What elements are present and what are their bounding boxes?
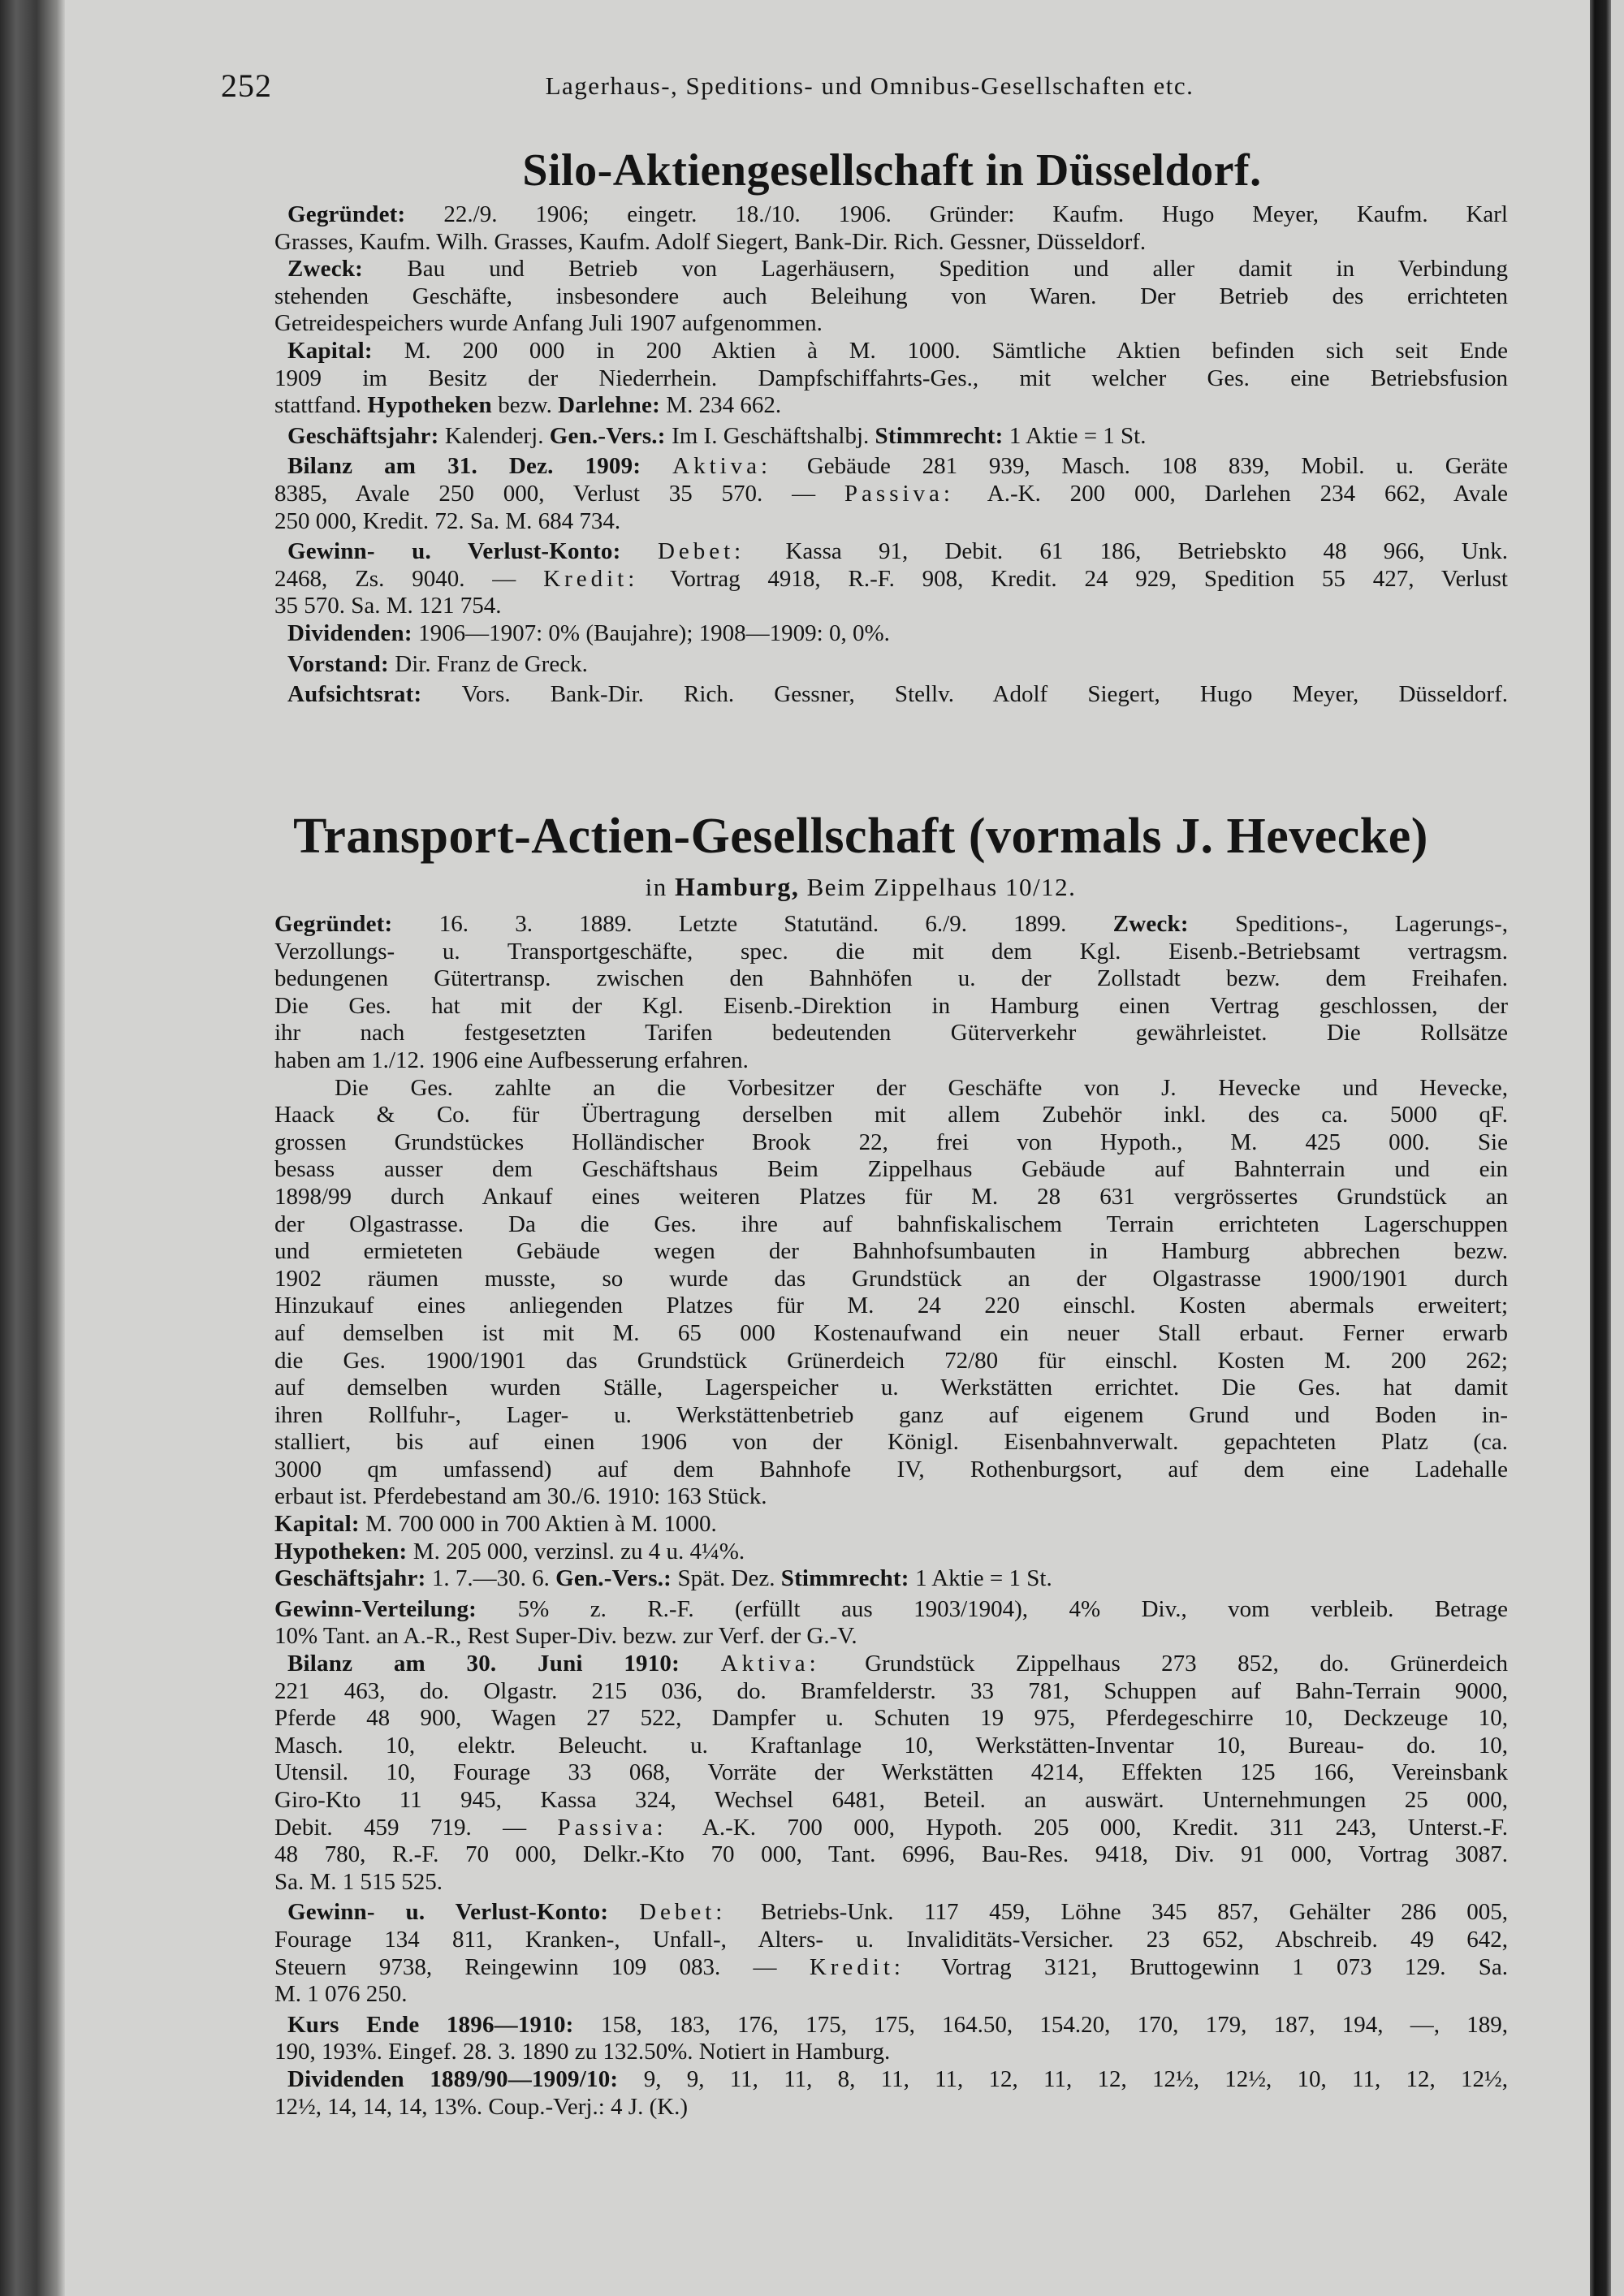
entry-text: 250 000, Kredit. 72. Sa. M. 684 734. [274, 507, 621, 534]
text-line [274, 911, 1508, 939]
entry-label: Geschäftsjahr: [287, 422, 445, 449]
entry-text: Giro-Kto 11 945, Kassa 324, Wechsel 6481, Beteil. an auswärt. Unternehmungen 25 000, [274, 1787, 1508, 1813]
entry-label: Dividenden: [287, 619, 419, 646]
entry-text: Bau und Betrieb von Lagerhäusern, Spedition und aller damit in Verbindung [407, 256, 1508, 283]
entry-text: besass ausser dem Geschäftshaus Beim Zippelhaus Gebäude auf Bahnterrain und ein [274, 1156, 1508, 1183]
entry-text: 1 Aktie = 1 St. [1009, 422, 1147, 449]
spaced-heading: Debet: [657, 538, 786, 565]
entry-text: 1 Aktie = 1 St. [915, 1565, 1052, 1592]
entry-text: M. 200 000 in 200 Aktien à M. 1000. Sämtliche Aktien befinden sich seit Ende [404, 337, 1508, 364]
spaced-heading: Aktiva: [720, 1651, 866, 1677]
spaced-heading: Kredit: [809, 1953, 942, 1980]
entry-text: 190, 193%. Eingef. 28. 3. 1890 zu 132.50%. Notiert in Hamburg. [274, 2039, 891, 2065]
entry-text: A.-K. 700 000, Hypoth. 205 000, Kredit. 311 243, Unterst.-F. [702, 1814, 1509, 1841]
text-line [274, 593, 1508, 620]
company2-title: Transport-Actien-Gesellschaft (vormals J. Hevecke) [293, 809, 1428, 864]
entry-label: Stimmrecht: [875, 422, 1009, 449]
company1-title: Silo-Aktiengesellschaft in Düsseldorf. [522, 145, 1262, 196]
entry-text: Spät. Dez. [677, 1565, 781, 1592]
text-line [274, 1375, 1508, 1402]
entry-text: M. 234 662. [666, 392, 782, 419]
text-line [274, 453, 1508, 481]
text-line [274, 1047, 1508, 1075]
entry-text: haben am 1./12. 1906 eine Aufbesserung erfahren. [274, 1047, 749, 1073]
entry-text: Sa. M. 1 515 525. [274, 1868, 443, 1895]
entry-text: Pferde 48 900, Wagen 27 522, Dampfer u. Schuten 19 975, Pferdegeschirre 10, Deckzeuge 10, [274, 1705, 1508, 1732]
text-line [274, 1238, 1508, 1266]
scan-left-binding-edge [0, 0, 65, 2296]
entry-text: 1906—1907: 0% (Baujahre); 1908—1909: 0, 0%. [418, 619, 890, 646]
spaced-heading: Aktiva: [672, 453, 807, 480]
text-line [274, 1869, 1508, 1897]
entry-label: Hypotheken: [274, 1538, 413, 1564]
entry-text: Die Ges. zahlte an die Vorbesitzer der Geschäfte von J. Hevecke und Hevecke, [335, 1074, 1508, 1101]
entry-text: Fourage 134 811, Kranken-, Unfall-, Alters- u. Invaliditäts-Versicher. 23 652, Abschreib. 49 642, [274, 1926, 1508, 1953]
entry-text: 22./9. 1906; eingetr. 18./10. 1906. Gründer: Kaufm. Hugo Meyer, Kaufm. Karl [443, 201, 1508, 227]
text-line [274, 1705, 1508, 1733]
entry-label: Gewinn-Verteilung: [274, 1595, 518, 1622]
text-line [274, 1102, 1508, 1129]
text-line [274, 620, 1508, 648]
entry-text: 8385, Avale 250 000, Verlust 35 570. — [274, 480, 844, 507]
entry-label: Zweck: [287, 256, 408, 283]
entry-text: 1902 räumen musste, so wurde das Grundstück an der Olgastrasse 1900/1901 durch [274, 1265, 1508, 1292]
entry-text: 35 570. Sa. M. 121 754. [274, 593, 502, 619]
entry-text: A.-K. 200 000, Darlehen 234 662, Avale [987, 480, 1509, 507]
entry-label: Darlehne: [558, 392, 667, 419]
entry-text: Dir. Franz de Greck. [395, 650, 588, 677]
text-line [274, 310, 1508, 338]
text-line [274, 338, 1508, 365]
spaced-heading: Passiva: [557, 1814, 702, 1841]
entry-text: Speditions-, Lagerungs-, [1235, 911, 1509, 937]
text-line [274, 1815, 1508, 1842]
text-line [274, 681, 1508, 709]
subtitle-prefix: in [645, 873, 675, 901]
entry-text: Debit. 459 719. — [274, 1814, 558, 1841]
text-line [274, 1402, 1508, 1430]
entry-text: Steuern 9738, Reingewinn 109 083. — [274, 1953, 810, 1980]
text-line [274, 1075, 1508, 1103]
entry-text: stalliert, bis auf einen 1906 von der Königl. Eisenbahnverwalt. gepachteten Platz (ca. [274, 1429, 1508, 1456]
subtitle-city: Hamburg, [675, 872, 800, 901]
entry-text: Kalenderj. [444, 422, 550, 449]
page-number: 252 [221, 67, 272, 104]
text-line [274, 508, 1508, 536]
entry-label: Gegründet: [287, 201, 444, 227]
text-line [274, 1927, 1508, 1954]
text-line [274, 2066, 1508, 2094]
text-line [274, 1020, 1508, 1047]
company2-body [274, 911, 1508, 2121]
entry-label: Gewinn- u. Verlust-Konto: [287, 538, 658, 565]
text-line [274, 1266, 1508, 1293]
entry-text: Hinzukauf eines anliegenden Platzes für M. 24 220 einschl. Kosten abermals erweitert; [274, 1293, 1508, 1319]
entry-text: Vors. Bank-Dir. Rich. Gessner, Stellv. Adolf Siegert, Hugo Meyer, Düsseldorf. [461, 681, 1508, 708]
entry-text: Kassa 91, Debit. 61 186, Betriebskto 48 966, Unk. [785, 538, 1508, 565]
spaced-heading: Passiva: [844, 480, 987, 507]
entry-text: 3000 qm umfassend) auf dem Bahnhofe IV, Rothenburgsort, auf dem eine Ladehalle [274, 1456, 1508, 1482]
entry-text: der Olgastrasse. Da die Ges. ihre auf bahnfiskalischem Terrain errichteten Lagerschuppen [274, 1211, 1508, 1237]
entry-text: Verzollungs- u. Transportgeschäfte, spec. die mit dem Kgl. Eisenb.-Betriebsamt vertragsm. [274, 938, 1508, 965]
entry-label: Zweck: [1112, 911, 1236, 937]
entry-text: ihr nach festgesetzten Tarifen bedeutenden Güterverkehr gewährleistet. Die Rollsätze [274, 1020, 1508, 1047]
entry-text: 12½, 14, 14, 14, 13%. Coup.-Verj.: 4 J. (K.) [274, 2093, 689, 2120]
entry-text: bezw. [498, 392, 559, 419]
company1-body [274, 201, 1508, 709]
spaced-heading: Debet: [639, 1899, 761, 1926]
text-line [274, 2039, 1508, 2066]
entry-text: 16. 3. 1889. Letzte Statutänd. 6./9. 1899. [438, 911, 1113, 937]
text-line [274, 1129, 1508, 1157]
text-line [274, 1156, 1508, 1184]
scan-next-page-sliver [1611, 0, 1624, 2296]
text-line [274, 965, 1508, 993]
entry-text: Betriebs-Unk. 117 459, Löhne 345 857, Gehälter 286 005, [760, 1899, 1508, 1926]
entry-text: 10% Tant. an A.-R., Rest Super-Div. bezw. zur Verf. der G.-V. [274, 1623, 857, 1650]
entry-label: Stimmrecht: [780, 1565, 916, 1592]
spaced-heading: Kredit: [543, 565, 671, 592]
entry-text: 1. 7.—30. 6. [431, 1565, 556, 1592]
entry-label: Gen.-Vers.: [549, 422, 672, 449]
text-line [274, 1184, 1508, 1211]
scan-right-page-edge [1590, 0, 1611, 2296]
text-line [274, 1899, 1508, 1927]
text-line [274, 1651, 1508, 1678]
entry-text: Haack & Co. für Übertragung derselben mit allem Zubehör inkl. des ca. 5000 qF. [274, 1102, 1508, 1129]
text-line [274, 939, 1508, 966]
text-line [274, 1293, 1508, 1320]
text-line [274, 1981, 1508, 2009]
text-line [274, 1511, 1508, 1539]
entry-label: Gen.-Vers.: [555, 1565, 678, 1592]
text-line [274, 1429, 1508, 1457]
entry-text: M. 1 076 250. [274, 1981, 408, 2008]
entry-text: stehenden Geschäfte, insbesondere auch Beleihung von Waren. Der Betrieb des errichteten [274, 283, 1508, 309]
text-line [274, 1539, 1508, 1566]
entry-text: Die Ges. hat mit der Kgl. Eisenb.-Direktion in Hamburg einen Vertrag geschlossen, der [274, 992, 1508, 1019]
running-head: Lagerhaus-, Speditions- und Omnibus-Gesellschaften etc. [545, 71, 1194, 100]
text-line [274, 538, 1508, 566]
entry-text: auf demselben wurden Ställe, Lagerspeicher u. Werkstätten errichtet. Die Ges. hat damit [274, 1375, 1508, 1401]
entry-label: Bilanz am 31. Dez. 1909: [287, 453, 673, 480]
entry-text: 158, 183, 176, 175, 175, 164.50, 154.20, 170, 179, 187, 194, —, 189, [601, 2011, 1509, 2038]
text-line [274, 1841, 1508, 1869]
entry-text: 1898/99 durch Ankauf eines weiteren Platzes für M. 28 631 vergrössertes Grundstück an [274, 1183, 1508, 1210]
entry-label: Vorstand: [287, 650, 395, 677]
entry-text: 48 780, R.-F. 70 000, Delkr.-Kto 70 000, Tant. 6996, Bau-Res. 9418, Div. 91 000, Vortrag 3087. [274, 1841, 1508, 1868]
text-line [274, 201, 1508, 229]
entry-label: Bilanz am 30. Juni 1910: [287, 1651, 721, 1677]
text-line [274, 1787, 1508, 1815]
text-line [274, 1348, 1508, 1375]
entry-text: grossen Grundstückes Holländischer Brook 22, frei von Hypoth., M. 425 000. Sie [274, 1129, 1508, 1155]
entry-text: Getreidespeichers wurde Anfang Juli 1907 aufgenommen. [274, 310, 823, 337]
entry-text: die Ges. 1900/1901 das Grundstück Grünerdeich 72/80 für einschl. Kosten M. 200 262; [274, 1347, 1508, 1374]
entry-label: Gegründet: [274, 911, 439, 937]
text-line [274, 1954, 1508, 1982]
text-line [274, 256, 1508, 283]
entry-text: 5% z. R.-F. (erfüllt aus 1903/1904), 4% Div., vom verbleib. Betrage [517, 1595, 1508, 1622]
text-line [274, 1678, 1508, 1706]
text-line [274, 1596, 1508, 1624]
entry-text: Grasses, Kaufm. Wilh. Grasses, Kaufm. Adolf Siegert, Bank-Dir. Rich. Gessner, Düsseldorf. [274, 228, 1147, 255]
entry-text: 2468, Zs. 9040. — [274, 565, 544, 592]
text-line [274, 229, 1508, 257]
text-line [274, 1211, 1508, 1239]
text-line [274, 566, 1508, 593]
entry-text: Vortrag 4918, R.-F. 908, Kredit. 24 929, Spedition 55 427, Verlust [670, 565, 1508, 592]
entry-text: erbaut ist. Pferdebestand am 30./6. 1910: 163 Stück. [274, 1483, 767, 1510]
text-line [274, 1457, 1508, 1484]
entry-text: M. 205 000, verzinsl. zu 4 u. 4¼%. [412, 1538, 745, 1564]
entry-label: Gewinn- u. Verlust-Konto: [287, 1899, 640, 1926]
text-line [274, 365, 1508, 393]
entry-text: 9, 9, 11, 11, 8, 11, 11, 12, 11, 12, 12½, 12½, 10, 11, 12, 12½, [643, 2065, 1508, 2092]
text-line [274, 651, 1508, 679]
text-line [274, 1483, 1508, 1511]
text-line [274, 481, 1508, 508]
entry-text: auf demselben ist mit M. 65 000 Kostenaufwand ein neuer Stall erbaut. Ferner erwarb [274, 1319, 1508, 1346]
text-line [274, 2094, 1508, 2121]
text-line [274, 1759, 1508, 1787]
text-line [274, 1623, 1508, 1651]
text-line [274, 283, 1508, 311]
entry-label: Dividenden 1889/90—1909/10: [287, 2065, 644, 2092]
entry-text: Grundstück Zippelhaus 273 852, do. Grünerdeich [865, 1651, 1508, 1677]
entry-text: Im I. Geschäftshalbj. [672, 422, 875, 449]
text-line [274, 1733, 1508, 1760]
text-line [274, 1320, 1508, 1348]
entry-text: M. 700 000 in 700 Aktien à M. 1000. [365, 1511, 717, 1538]
entry-text: 1909 im Besitz der Niederrhein. Dampfschiffahrts-Ges., mit welcher Ges. eine Betriebsfusion [274, 365, 1508, 391]
subtitle-address: Beim Zippelhaus 10/12. [799, 873, 1077, 901]
text-line [274, 423, 1508, 451]
entry-text: Masch. 10, elektr. Beleucht. u. Kraftanlage 10, Werkstätten-Inventar 10, Bureau- do. 10, [274, 1732, 1508, 1759]
entry-label: Aufsichtsrat: [287, 681, 462, 708]
entry-text: ihren Rollfuhr-, Lager- u. Werkstättenbetrieb ganz auf eigenem Grund und Boden in- [274, 1401, 1508, 1428]
text-line [274, 993, 1508, 1021]
entry-text: bedungenen Gütertransp. zwischen den Bahnhöfen u. der Zollstadt bezw. dem Freihafen. [274, 965, 1508, 992]
text-line [274, 392, 1508, 420]
entry-label: Kurs Ende 1896—1910: [287, 2011, 601, 2038]
entry-text: stattfand. [274, 392, 368, 419]
entry-text: und ermieteten Gebäude wegen der Bahnhofsumbauten in Hamburg abbrechen bezw. [274, 1238, 1508, 1265]
entry-label: Kapital: [274, 1511, 366, 1538]
text-line [274, 1565, 1508, 1593]
entry-label: Kapital: [287, 337, 404, 364]
entry-text: 221 463, do. Olgastr. 215 036, do. Bramfelderstr. 33 781, Schuppen auf Bahn-Terrain 9000, [274, 1677, 1508, 1704]
company2-subtitle [276, 872, 1445, 902]
entry-text: Vortrag 3121, Bruttogewinn 1 073 129. Sa. [941, 1953, 1508, 1980]
entry-text: Gebäude 281 939, Masch. 108 839, Mobil. u. Geräte [806, 453, 1508, 480]
entry-text: Utensil. 10, Fourage 33 068, Vorräte der Werkstätten 4214, Effekten 125 166, Vereinsbank [274, 1759, 1508, 1786]
entry-label: Hypotheken [367, 392, 499, 419]
entry-label: Geschäftsjahr: [274, 1565, 432, 1592]
text-line [274, 2012, 1508, 2039]
